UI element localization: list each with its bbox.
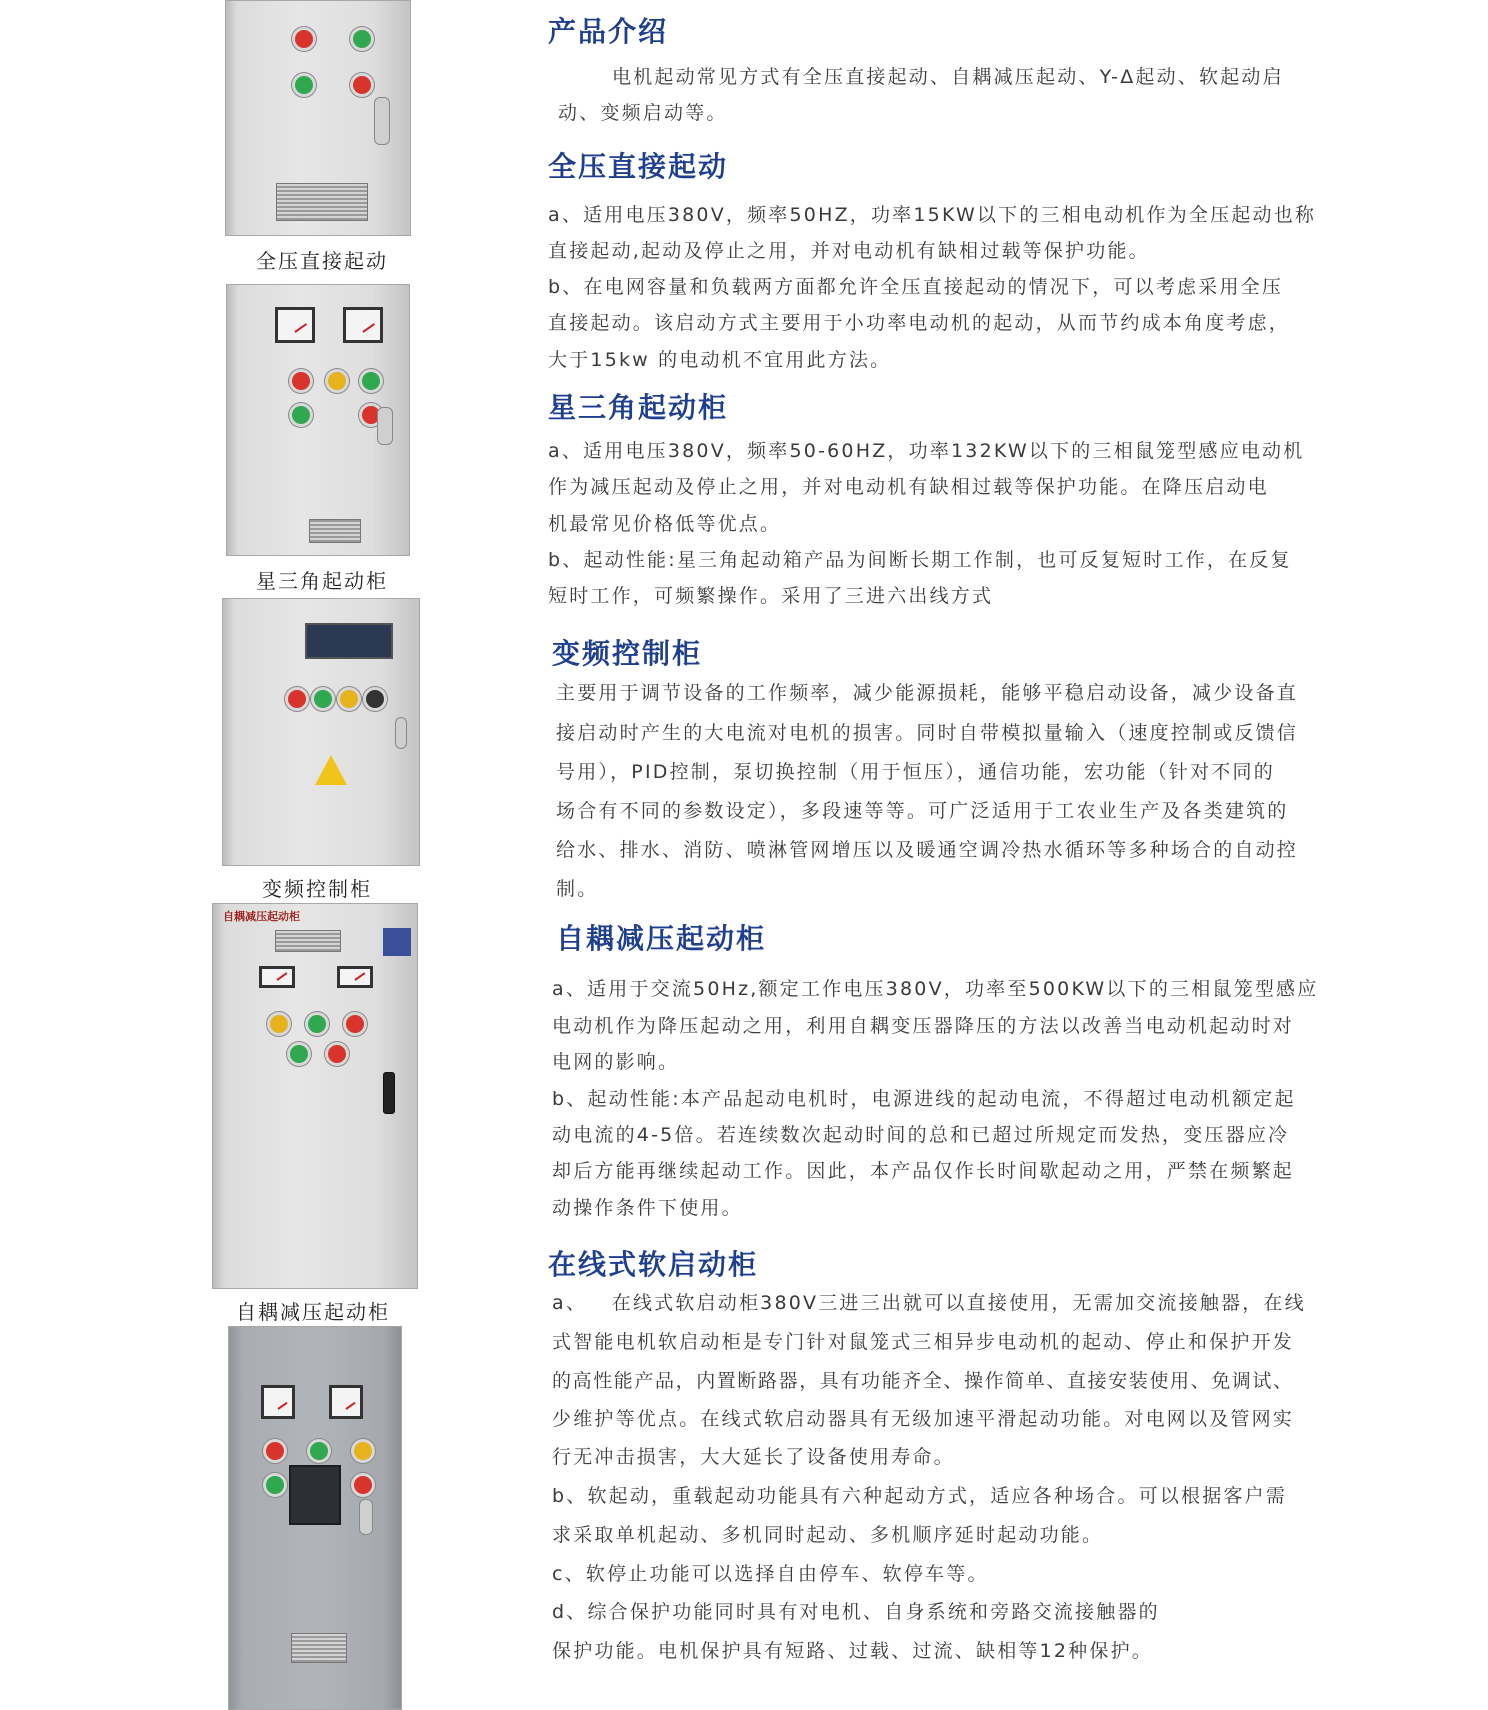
selector-switch-icon <box>363 687 387 711</box>
nameplate-icon <box>276 183 368 221</box>
soft-line: a、 在线式软启动柜380V三进三出就可以直接使用，无需加交流接触器，在线 <box>552 1292 1306 1314</box>
yellow-button-icon <box>325 369 349 393</box>
voltmeter-icon <box>329 1385 363 1419</box>
direct-line: 直接起动,起动及停止之用，并对电动机有缺相过载等保护功能。 <box>548 240 1150 262</box>
vfd-line: 号用），PID控制，泵切换控制（用于恒压），通信功能，宏功能（针对不同的 <box>556 761 1275 783</box>
soft-line: 少维护等优点。在线式软启动器具有无级加速平滑起动功能。对电网以及管网实 <box>552 1408 1295 1430</box>
green-button-icon <box>311 687 335 711</box>
star-line: 作为减压起动及停止之用，并对电动机有缺相过载等保护功能。在降压启动电 <box>548 476 1269 498</box>
vfd-line: 给水、排水、消防、喷淋管网增压以及暖通空调冷热水循环等多种场合的自动控 <box>556 839 1299 861</box>
vfd-line: 场合有不同的参数设定），多段速等等。可广泛适用于工农业生产及各类建筑的 <box>556 800 1289 822</box>
auto-line: 却后方能再继续起动工作。因此，本产品仅作长时间歇起动之用，严禁在频繁起 <box>552 1160 1295 1182</box>
vfd-line: 主要用于调节设备的工作频率，减少能源损耗，能够平稳启动设备，减少设备直 <box>556 682 1299 704</box>
door-handle-icon <box>377 407 393 445</box>
auto-line: 动电流的4-5倍。若连续数次起动时间的总和已超过所规定而发热，变压器应冷 <box>552 1124 1290 1146</box>
caption-vfd: 变频控制柜 <box>262 877 372 901</box>
green-button-icon <box>289 403 313 427</box>
door-handle-icon <box>374 97 390 145</box>
nameplate-icon <box>291 1633 347 1663</box>
yellow-button-icon <box>351 1439 375 1463</box>
green-button-icon <box>292 73 316 97</box>
control-panel-display-icon <box>305 623 393 659</box>
green-button-icon <box>350 27 374 51</box>
red-button-icon <box>263 1439 287 1463</box>
auto-line: b、起动性能:本产品起动电机时，电源进线的起动电流，不得超过电动机额定起 <box>552 1088 1296 1110</box>
star-line: a、适用电压380V，频率50-60HZ，功率132KW以下的三相鼠笼型感应电动机 <box>548 440 1305 462</box>
door-handle-icon <box>395 717 407 749</box>
soft-starter-keypad-icon <box>289 1465 341 1525</box>
caption-star-delta: 星三角起动柜 <box>256 569 388 593</box>
voltmeter-icon <box>337 966 373 988</box>
cabinet-top-label: 自耦减压起动柜 <box>223 910 300 923</box>
caption-direct-start: 全压直接起动 <box>256 249 388 273</box>
section-title-intro: 产品介绍 <box>548 15 669 48</box>
soft-line: d、综合保护功能同时具有对电机、自身系统和旁路交流接触器的 <box>552 1601 1160 1623</box>
red-button-icon <box>350 73 374 97</box>
green-button-icon <box>359 369 383 393</box>
ammeter-icon <box>259 966 295 988</box>
direct-line: a、适用电压380V，频率50HZ，功率15KW以下的三相电动机作为全压起动也称 <box>548 204 1317 226</box>
intro-line: 电机起动常见方式有全压直接起动、自耦减压起动、Y-Δ起动、软起动启 <box>612 66 1284 88</box>
section-title-star-delta: 星三角起动柜 <box>548 391 729 424</box>
cabinet-image-direct-start <box>225 0 411 236</box>
direct-line: b、在电网容量和负载两方面都允许全压直接起动的情况下，可以考虑采用全压 <box>548 276 1284 298</box>
yellow-button-icon <box>267 1012 291 1036</box>
soft-line: 的高性能产品，内置断路器，具有功能齐全、操作简单、直接安装使用、免调试、 <box>552 1370 1294 1392</box>
soft-line: 式智能电机软启动柜是专门针对鼠笼式三相异步电动机的起动、停止和保护开发 <box>552 1331 1295 1353</box>
cabinet-image-autotransformer <box>212 903 418 1289</box>
red-button-icon <box>289 369 313 393</box>
auto-line: a、适用于交流50Hz,额定工作电压380V，功率至500KW以下的三相鼠笼型感应 <box>552 978 1319 1000</box>
green-button-icon <box>263 1473 287 1497</box>
red-button-icon <box>285 687 309 711</box>
soft-line: 保护功能。电机保护具有短路、过载、过流、缺相等12种保护。 <box>552 1640 1153 1662</box>
section-title-soft-starter: 在线式软启动柜 <box>548 1248 759 1281</box>
vfd-line: 制。 <box>556 878 599 900</box>
green-button-icon <box>307 1439 331 1463</box>
green-button-icon <box>287 1042 311 1066</box>
soft-line: 求采取单机起动、多机同时起动、多机顺序延时起动功能。 <box>552 1524 1104 1546</box>
nameplate-icon <box>309 519 361 543</box>
star-line: b、起动性能:星三角起动箱产品为间断长期工作制，也可反复短时工作，在反复 <box>548 549 1292 571</box>
direct-line: 直接起动。该启动方式主要用于小功率电动机的起动，从而节约成本角度考虑， <box>548 312 1291 334</box>
soft-line: c、软停止功能可以选择自由停车、软停车等。 <box>552 1563 989 1585</box>
door-handle-icon <box>383 1072 395 1114</box>
section-title-direct-start: 全压直接起动 <box>548 150 729 183</box>
voltmeter-icon <box>343 307 383 343</box>
star-line: 机最常见价格低等优点。 <box>548 513 782 535</box>
door-handle-icon <box>359 1499 373 1535</box>
cabinet-image-vfd <box>222 598 420 866</box>
section-title-autotransformer: 自耦减压起动柜 <box>556 922 767 955</box>
yellow-button-icon <box>337 687 361 711</box>
soft-line: b、软起动，重载起动功能具有六种起动方式，适应各种场合。可以根据客户需 <box>552 1485 1288 1507</box>
soft-line: 行无冲击损害，大大延长了设备使用寿命。 <box>552 1446 955 1468</box>
cabinet-image-star-delta <box>226 284 410 556</box>
red-button-icon <box>325 1042 349 1066</box>
red-button-icon <box>292 27 316 51</box>
star-line: 短时工作，可频繁操作。采用了三进六出线方式 <box>548 585 994 607</box>
cabinet-image-soft-starter <box>228 1326 402 1710</box>
section-title-vfd: 变频控制柜 <box>552 637 703 670</box>
vfd-line: 接启动时产生的大电流对电机的损害。同时自带模拟量输入（速度控制或反馈信 <box>556 722 1299 744</box>
direct-line: 大于15kw 的电动机不宜用此方法。 <box>548 349 892 371</box>
intro-line: 动、变频启动等。 <box>558 102 728 124</box>
nameplate-icon <box>275 930 341 952</box>
ammeter-icon <box>275 307 315 343</box>
auto-line: 电动机作为降压起动之用，利用自耦变压器降压的方法以改善当电动机起动时对 <box>552 1015 1295 1037</box>
caption-autotransformer: 自耦减压起动柜 <box>236 1300 390 1324</box>
auto-line: 电网的影响。 <box>552 1051 680 1073</box>
red-button-icon <box>343 1012 367 1036</box>
auto-line: 动操作条件下使用。 <box>552 1197 743 1219</box>
green-button-icon <box>305 1012 329 1036</box>
ammeter-icon <box>261 1385 295 1419</box>
red-button-icon <box>351 1473 375 1497</box>
warning-sign-icon <box>315 755 347 785</box>
info-card-icon <box>383 928 411 956</box>
